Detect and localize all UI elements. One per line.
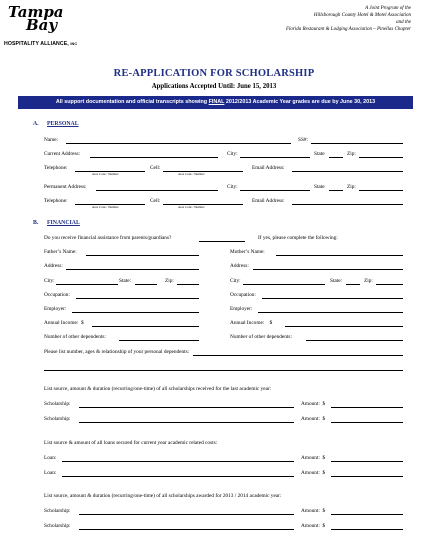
- father-dependents-field[interactable]: [119, 340, 199, 341]
- amount-label-1: Amount: $: [301, 401, 326, 407]
- permanent-city-field[interactable]: [240, 190, 310, 191]
- logo-tampa: Tampa: [8, 3, 64, 21]
- loan-field-2[interactable]: [62, 476, 294, 477]
- deadline-banner: All support documentation and official transcripts showing FINAL 2012/2013 Academic Year grades are due by June 30, 2013: [18, 96, 413, 109]
- current-state-label: State: [314, 151, 325, 157]
- permanent-address-field[interactable]: [96, 190, 218, 191]
- mother-income-field[interactable]: [285, 326, 403, 327]
- name-label: Name:: [44, 137, 59, 143]
- perm-telephone-caption: Area Code / Number: [92, 205, 119, 209]
- father-zip-label: Zip:: [165, 278, 174, 284]
- assistance-question: Do you receive financial assistance from parents/guardians?: [44, 235, 172, 241]
- mother-dependents-field[interactable]: [306, 340, 403, 341]
- telephone-caption: Area Code / Number: [92, 172, 119, 176]
- cell-caption: Area Code / Number: [178, 172, 205, 176]
- name-field[interactable]: [66, 143, 291, 144]
- awarded-amount-label-1: Amount: $: [301, 508, 326, 514]
- permanent-city-label: City:: [227, 184, 238, 190]
- mother-city-field[interactable]: [243, 284, 325, 285]
- current-zip-label: Zip:: [347, 151, 356, 157]
- perm-cell-caption: Area Code / Number: [178, 205, 205, 209]
- mother-state-field[interactable]: [346, 284, 360, 285]
- logo-subtitle: HOSPITALITY ALLIANCE, INC: [4, 41, 78, 47]
- loan-amount-label-2: Amount: $: [301, 470, 326, 476]
- current-zip-field[interactable]: [359, 157, 403, 158]
- if-yes-note: If yes, please complete the following:: [258, 235, 338, 241]
- scholarship-field-2[interactable]: [79, 422, 294, 423]
- awarded-scholarship-label-1: Scholarship:: [44, 508, 71, 514]
- amount-field-2[interactable]: [331, 422, 403, 423]
- mother-address-field[interactable]: [253, 269, 403, 270]
- father-employer-field[interactable]: [72, 312, 199, 313]
- fathers-name-field[interactable]: [86, 255, 199, 256]
- permanent-zip-label: Zip:: [347, 184, 356, 190]
- permanent-address-label: Permanent Address:: [44, 184, 87, 190]
- mother-occupation-label: Occupation:: [230, 292, 256, 298]
- mother-city-label: City:: [230, 278, 241, 284]
- father-dependents-label: Number of other dependents:: [44, 334, 106, 340]
- list-dependents-label: Please list number, ages & relationship of your personal dependents:: [44, 349, 190, 355]
- perm-telephone-label: Telephone:: [44, 198, 68, 204]
- page-title: RE-APPLICATION FOR SCHOLARSHIP: [113, 68, 315, 79]
- loan-amount-field-2[interactable]: [331, 476, 403, 477]
- cell-label: Cell:: [150, 165, 161, 171]
- scholarship-field-1[interactable]: [79, 407, 294, 408]
- father-occupation-label: Occupation:: [44, 292, 70, 298]
- awarded-scholarship-field-1[interactable]: [79, 514, 294, 515]
- awarded-amount-field-2[interactable]: [331, 529, 403, 530]
- father-income-field[interactable]: [92, 326, 199, 327]
- awarded-amount-label-2: Amount: $: [301, 523, 326, 529]
- dependents-field-2[interactable]: [44, 370, 403, 371]
- email-field[interactable]: [292, 171, 403, 172]
- current-address-label: Current Address:: [44, 151, 81, 157]
- ssn-label: SS#:: [298, 137, 309, 143]
- joint-program: A Joint Program of the Hillsborough County Hotel & Motel Association and the Florida Restaurant & Lodging Association – Pinellas Chapter: [285, 6, 411, 32]
- ssn-field[interactable]: [311, 143, 403, 144]
- mother-state-label: State:: [330, 278, 343, 284]
- logo-bay: Bay: [26, 16, 58, 34]
- scholarship-label-2: Scholarship:: [44, 416, 71, 422]
- loan-field-1[interactable]: [62, 461, 294, 462]
- mother-dependents-label: Number of other dependents:: [230, 334, 292, 340]
- father-address-label: Address:: [44, 263, 63, 269]
- telephone-label: Telephone:: [44, 165, 68, 171]
- awarded-amount-field-1[interactable]: [331, 514, 403, 515]
- scholarships-received-label: List source, amount & duration (recurring/one-time) of all scholarships received for the last academic year:: [44, 386, 272, 392]
- permanent-state-field[interactable]: [329, 190, 343, 191]
- father-city-field[interactable]: [56, 284, 118, 285]
- mother-employer-field[interactable]: [258, 312, 403, 313]
- dependents-field-1[interactable]: [193, 355, 403, 356]
- father-state-label: State:: [119, 278, 132, 284]
- assistance-answer-field[interactable]: [199, 241, 245, 242]
- mother-zip-field[interactable]: [376, 284, 403, 285]
- loan-amount-label-1: Amount: $: [301, 455, 326, 461]
- perm-cell-label: Cell:: [150, 198, 161, 204]
- loan-label-2: Loan:: [44, 470, 57, 476]
- section-financial-heading: B. FINANCIAL: [33, 220, 80, 226]
- accepted-until: Applications Accepted Until: June 15, 2013: [151, 83, 277, 90]
- current-state-field[interactable]: [329, 157, 343, 158]
- perm-email-field[interactable]: [292, 204, 403, 205]
- mother-income-label: Annual Income: $: [230, 320, 273, 326]
- father-income-label: Annual Income: $: [44, 320, 84, 326]
- permanent-state-label: State: [314, 184, 325, 190]
- loans-label: List source & amount of all loans secured for current year academic related costs:: [44, 440, 218, 446]
- perm-email-label: Email Address:: [252, 198, 285, 204]
- section-personal-heading: A. PERSONAL: [33, 121, 79, 127]
- scholarships-awarded-label: List source, amount & duration (recurring/one-time) of all scholarships awarded for 2013 / 2014 academic year:: [44, 493, 282, 499]
- mothers-name-label: Mother’s Name:: [230, 249, 265, 255]
- father-address-field[interactable]: [66, 269, 199, 270]
- current-city-field[interactable]: [240, 157, 310, 158]
- awarded-scholarship-label-2: Scholarship:: [44, 523, 71, 529]
- father-city-label: City:: [44, 278, 55, 284]
- email-label: Email Address:: [252, 165, 285, 171]
- amount-label-2: Amount: $: [301, 416, 326, 422]
- father-employer-label: Employer:: [44, 306, 67, 312]
- mother-employer-label: Employer:: [230, 306, 253, 312]
- current-address-field[interactable]: [90, 157, 218, 158]
- mother-occupation-field[interactable]: [262, 298, 403, 299]
- father-state-field[interactable]: [135, 284, 157, 285]
- fathers-name-label: Father’s Name:: [44, 249, 77, 255]
- loan-amount-field-1[interactable]: [331, 461, 403, 462]
- loan-label-1: Loan:: [44, 455, 57, 461]
- amount-field-1[interactable]: [331, 407, 403, 408]
- scholarship-label-1: Scholarship:: [44, 401, 71, 407]
- permanent-zip-field[interactable]: [359, 190, 403, 191]
- current-city-label: City:: [227, 151, 238, 157]
- mother-address-label: Address:: [230, 263, 249, 269]
- father-occupation-field[interactable]: [76, 298, 199, 299]
- father-zip-field[interactable]: [177, 284, 199, 285]
- awarded-scholarship-field-2[interactable]: [79, 529, 294, 530]
- mother-zip-label: Zip:: [364, 278, 373, 284]
- mothers-name-field[interactable]: [276, 255, 403, 256]
